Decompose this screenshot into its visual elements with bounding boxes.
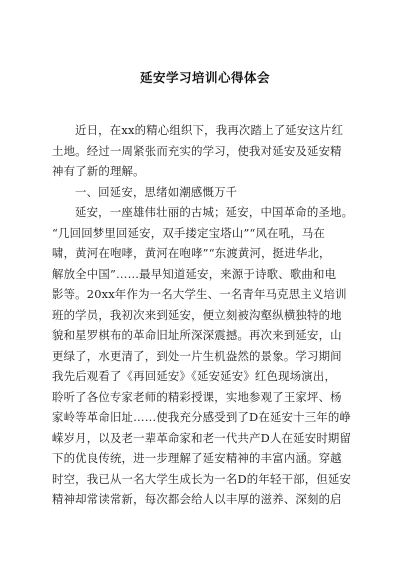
paragraph-line: 土地。经过一周紧张而充实的学习，使我对延安及延安精 bbox=[52, 143, 342, 158]
paragraph-line: 下的优良传统，进一步理解了延安精神的丰富内涵。穿越 bbox=[52, 451, 342, 465]
paragraph-line: 解放全中国”……最早知道延安，来源于诗歌、歌曲和电 bbox=[52, 266, 337, 281]
paragraph-line: 精神却常读常新，每次都会给人以丰厚的滋养、深刻的启 bbox=[52, 492, 342, 506]
section-heading: 一、回延安，思绪如潮感慨万千 bbox=[75, 184, 238, 199]
paragraph-line: 貌和星罗棋布的革命旧址所深深震撼。再次来到延安，山 bbox=[52, 328, 342, 342]
paragraph-line: “几回回梦里回延安，双手搂定宝塔山”“风在吼，马在 bbox=[52, 225, 326, 240]
document-title: 延安学习培训心得体会 bbox=[139, 70, 270, 85]
paragraph-line: 神有了新的理解。 bbox=[52, 164, 145, 178]
paragraph-line: 啸，黄河在咆哮，黄河在咆哮”“东渡黄河，挺进华北， bbox=[52, 246, 331, 260]
paragraph-line: 时空，我已从一名大学生成长为一名D的年轻干部，但延安 bbox=[52, 471, 352, 486]
paragraph-line: 嵘岁月，以及老一辈革命家和老一代共产D人在延安时期留 bbox=[52, 430, 352, 445]
paragraph-line: 更绿了，水更清了，到处一片生机盎然的景象。学习期间 bbox=[52, 348, 342, 363]
paragraph-line: 班的学员，我初次来到延安，便立刻被沟壑纵横独特的地 bbox=[52, 307, 342, 322]
paragraph-line: 家岭等革命旧址……使我充分感受到了D在延安十三年的峥 bbox=[52, 410, 352, 424]
paragraph-line: 影等。20xx年作为一名大学生、一名青年马克思主义培训 bbox=[52, 287, 347, 301]
paragraph-line: 延安，一座雄伟壮丽的古城；延安，中国革命的圣地。 bbox=[75, 205, 354, 219]
document-body bbox=[52, 120, 362, 510]
paragraph-line: 聆听了各位专家老师的精彩授课，实地参观了王家坪、杨 bbox=[52, 389, 342, 404]
paragraph-line: 近日，在xx的精心组织下，我再次踏上了延安这片红 bbox=[75, 123, 344, 137]
paragraph-line: 我先后观看了《再回延安》《延安延安》红色现场演出， bbox=[52, 369, 337, 383]
